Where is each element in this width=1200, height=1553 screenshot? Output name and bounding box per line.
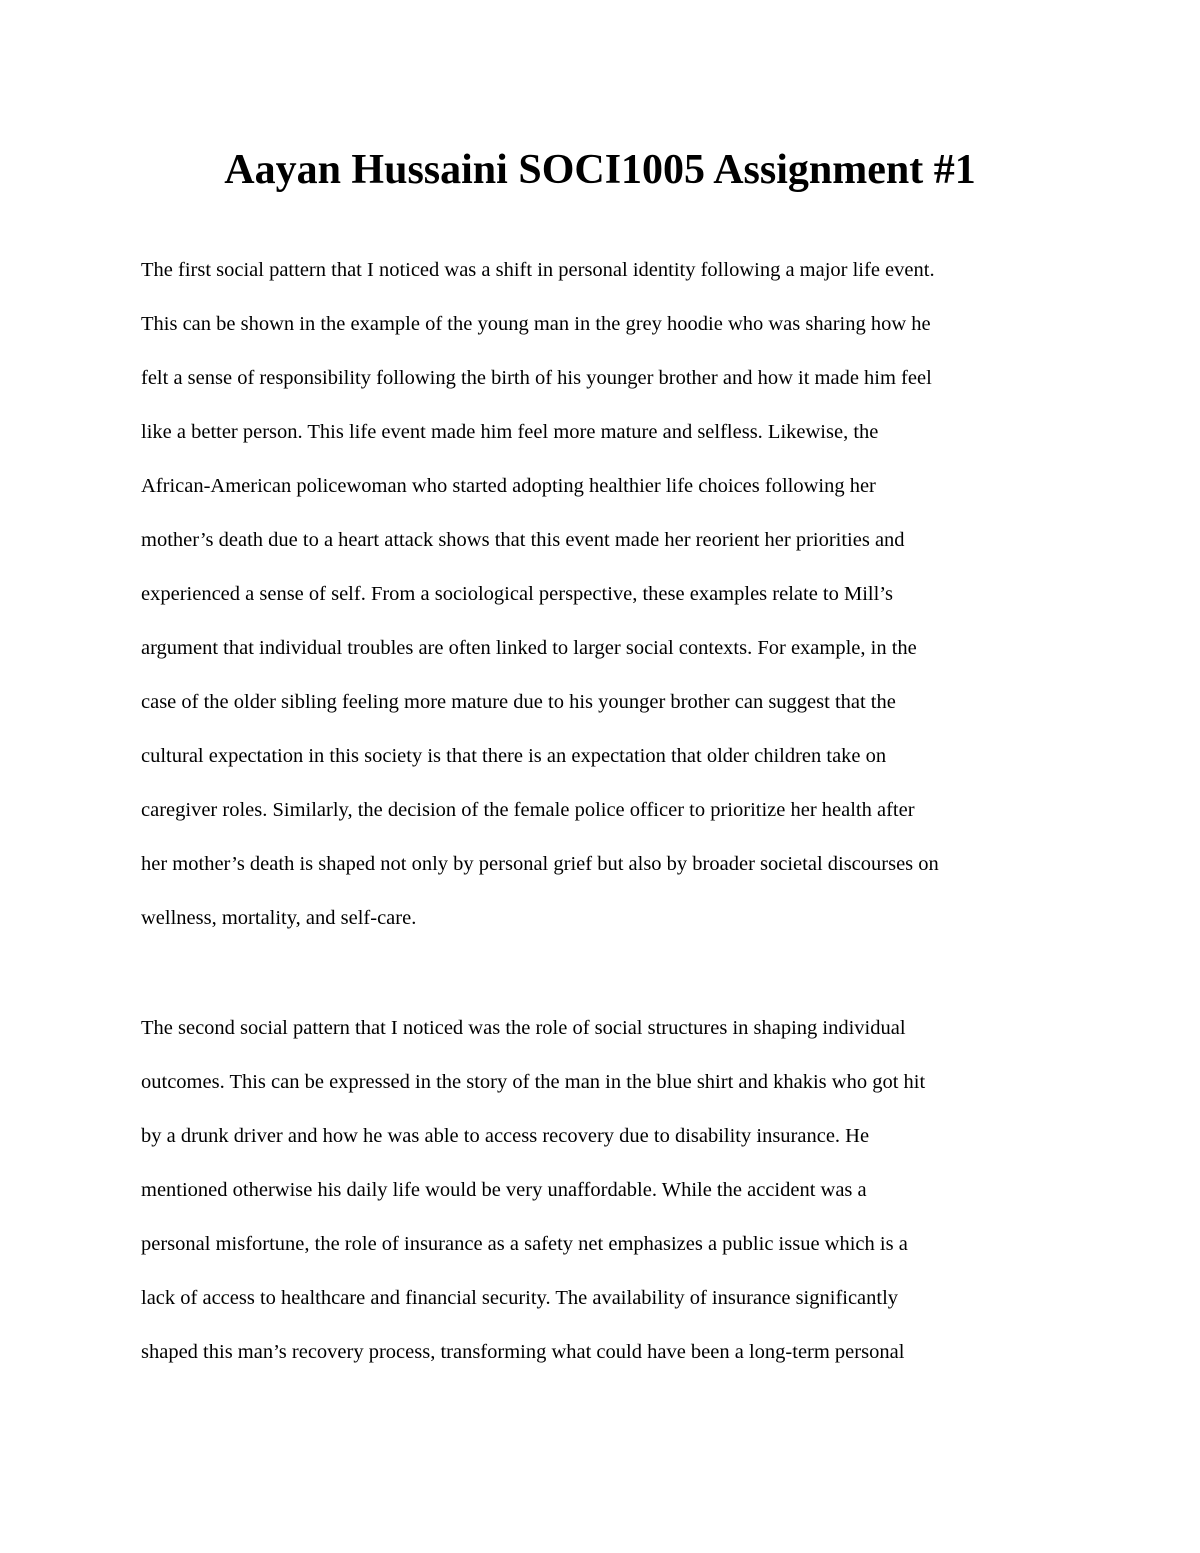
text-line: her mother’s death is shaped not only by personal grief but also by broader societal discourses on [141,853,939,875]
text-line: felt a sense of responsibility following the birth of his younger brother and how it made him feel [141,367,932,389]
text-line: lack of access to healthcare and financial security. The availability of insurance significantly [141,1287,899,1309]
text-line: The second social pattern that I noticed was the role of social structures in shaping individual [141,1017,906,1039]
text-line: like a better person. This life event made him feel more mature and selfless. Likewise, the [141,421,879,443]
paragraph-1 [141,252,1081,954]
text-line: shaped this man’s recovery process, transforming what could have been a long-term personal [141,1341,905,1363]
text-line: African-American policewoman who started adopting healthier life choices following her [141,475,876,497]
text-line: mentioned otherwise his daily life would be very unaffordable. While the accident was a [141,1179,867,1201]
text-line: mother’s death due to a heart attack shows that this event made her reorient her priorities and [141,529,905,551]
text-line: personal misfortune, the role of insurance as a safety net emphasizes a public issue which is a [141,1233,908,1255]
text-line: The first social pattern that I noticed was a shift in personal identity following a major life event. [141,259,935,281]
text-line: experienced a sense of self. From a sociological perspective, these examples relate to Mill’s [141,583,893,605]
text-line: This can be shown in the example of the young man in the grey hoodie who was sharing how he [141,313,931,335]
document-title: Aayan Hussaini SOCI1005 Assignment #1 [224,147,976,193]
text-line: argument that individual troubles are often linked to larger social contexts. For example, in the [141,637,917,659]
text-line: by a drunk driver and how he was able to access recovery due to disability insurance. He [141,1125,870,1147]
text-line: case of the older sibling feeling more mature due to his younger brother can suggest that the [141,691,896,713]
text-line: wellness, mortality, and self-care. [141,907,417,929]
text-line: outcomes. This can be expressed in the story of the man in the blue shirt and khakis who got hit [141,1071,926,1093]
text-line: cultural expectation in this society is that there is an expectation that older children take on [141,745,887,767]
paragraph-2 [141,1010,1081,1388]
text-line: caregiver roles. Similarly, the decision of the female police officer to prioritize her health after [141,799,915,821]
